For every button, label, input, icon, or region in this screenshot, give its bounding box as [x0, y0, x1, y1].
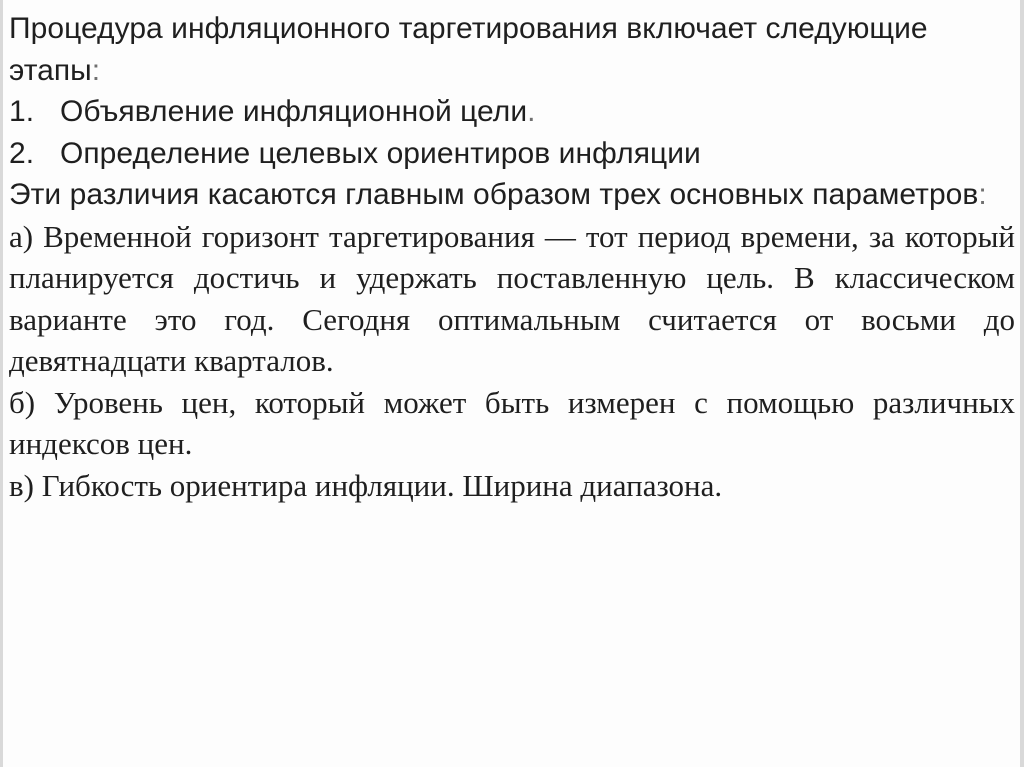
- param-a-paragraph: а) Временной горизонт таргетирования — тот период времени, за который планируется достичь и удержать поставленную цель. В классическом варианте это год. Сегодня оптимальным считается от восьми до девятнадцати кварталов.: [9, 218, 1015, 378]
- list-item-label: Объявление инфляционной цели: [60, 95, 528, 128]
- intro-colon: :: [91, 53, 101, 87]
- differences-colon: :: [978, 178, 987, 211]
- list-number: 2.: [9, 136, 35, 170]
- list-number: 1.: [9, 95, 35, 128]
- list-item-2: [9, 133, 1015, 175]
- slide-content: [9, 8, 1015, 506]
- param-b-paragraph: б) Уровень цен, который может быть измерен с помощью различных индексов цен.: [9, 384, 1015, 461]
- list-item-1: [9, 91, 1015, 133]
- list-item-label: Определение целевых ориентиров инфляции: [60, 136, 701, 170]
- differences-paragraph: [9, 174, 1015, 216]
- intro-paragraph: [9, 8, 1015, 91]
- list-text: [60, 91, 1015, 133]
- slide-right-border: [1020, 0, 1024, 767]
- list-item-period: .: [527, 95, 536, 128]
- slide-left-border: [0, 0, 3, 767]
- differences-text: Эти различия касаются главным образом трех основных параметров: [9, 178, 979, 211]
- param-c-paragraph: в) Гибкость ориентира инфляции. Ширина диапазона.: [9, 467, 723, 503]
- intro-text: Процедура инфляционного таргетирования включает следующие этапы: [9, 12, 928, 87]
